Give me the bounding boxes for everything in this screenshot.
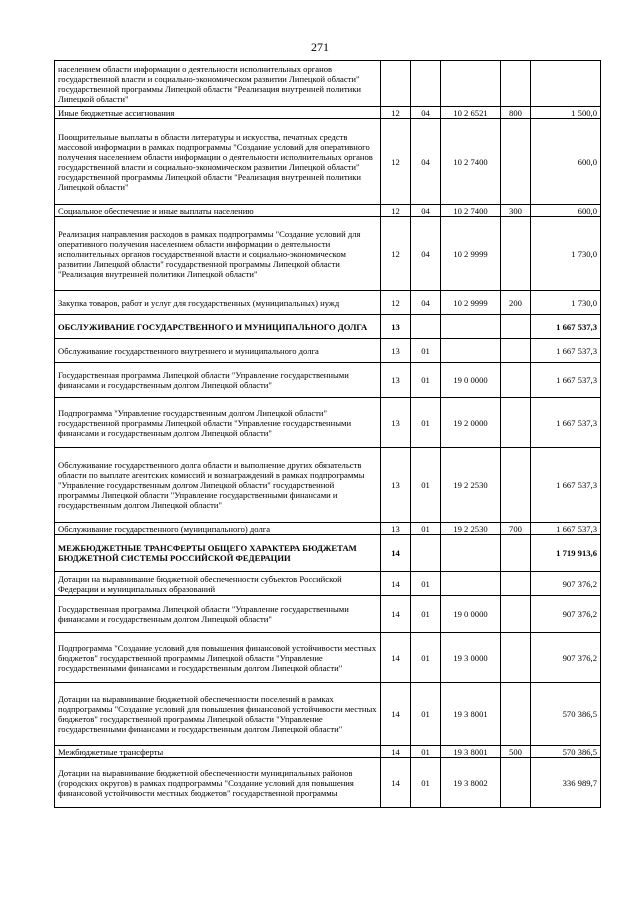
subsection-code-cell: 04 bbox=[411, 119, 441, 205]
table-row bbox=[55, 291, 601, 315]
amount-cell: 570 386,5 bbox=[531, 746, 601, 758]
target-article-cell: 19 3 8001 bbox=[441, 683, 501, 746]
subsection-code-cell bbox=[411, 61, 441, 107]
table-row bbox=[55, 119, 601, 205]
row-name-cell: Государственная программа Липецкой области "Управление государственными финансами и государственным долгом Липецкой области" bbox=[55, 363, 381, 398]
expense-type-cell bbox=[501, 217, 531, 291]
target-article-cell: 10 2 7400 bbox=[441, 205, 501, 217]
expense-type-cell bbox=[501, 61, 531, 107]
row-name-cell: Реализация направления расходов в рамках подпрограммы "Создание условий для оперативного получения населением области информации о деятельности исполнительных органов государственной власти и социально-экономическом развитии Липецкой области" государственной программы Липецкой области "Реализация внутренней политики Липецкой области" bbox=[55, 217, 381, 291]
subsection-code-cell: 04 bbox=[411, 107, 441, 119]
target-article-cell: 19 3 0000 bbox=[441, 633, 501, 683]
section-code-cell: 13 bbox=[381, 315, 411, 339]
amount-cell: 907 376,2 bbox=[531, 596, 601, 633]
row-name-cell: Поощрительные выплаты в области литературы и искусства, печатных средств массовой информации в рамках подпрограммы "Создание условий для оперативного получения населением области информации о деятельности исполнительных органов государственной власти и социально-экономическом развитии Липецкой области" государственной программы Липецкой области "Реализация внутренней политики Липецкой области" bbox=[55, 119, 381, 205]
expense-type-cell bbox=[501, 363, 531, 398]
row-name-cell: Социальное обеспечение и иные выплаты населению bbox=[55, 205, 381, 217]
target-article-cell: 10 2 9999 bbox=[441, 291, 501, 315]
row-name-cell: Обслуживание государственного внутреннего и муниципального долга bbox=[55, 339, 381, 363]
target-article-cell bbox=[441, 535, 501, 572]
row-name-cell: Дотации на выравнивание бюджетной обеспеченности поселений в рамках подпрограммы "Создание условий для повышения финансовой устойчивости местных бюджетов" государственной программы Липецкой области "Управление государственными финансами и государственным долгом Липецкой области" bbox=[55, 683, 381, 746]
section-code-cell: 13 bbox=[381, 398, 411, 448]
section-code-cell: 14 bbox=[381, 683, 411, 746]
row-name-cell: Обслуживание государственного (муниципального) долга bbox=[55, 523, 381, 535]
section-code-cell: 14 bbox=[381, 633, 411, 683]
row-name-cell: населением области информации о деятельности исполнительных органов государственной власти и социально-экономическом развитии Липецкой области" государственной программы Липецкой области "Реализация внутренней политики Липецкой области" bbox=[55, 61, 381, 107]
amount-cell: 907 376,2 bbox=[531, 572, 601, 596]
expense-type-cell bbox=[501, 315, 531, 339]
table-row bbox=[55, 596, 601, 633]
target-article-cell: 19 3 8001 bbox=[441, 746, 501, 758]
row-name-cell: Закупка товаров, работ и услуг для государственных (муниципальных) нужд bbox=[55, 291, 381, 315]
amount-cell: 1 667 537,3 bbox=[531, 398, 601, 448]
amount-cell bbox=[531, 61, 601, 107]
expense-type-cell bbox=[501, 572, 531, 596]
target-article-cell: 19 3 8002 bbox=[441, 758, 501, 808]
target-article-cell bbox=[441, 61, 501, 107]
subsection-code-cell: 01 bbox=[411, 596, 441, 633]
expense-type-cell bbox=[501, 758, 531, 808]
subsection-code-cell: 01 bbox=[411, 572, 441, 596]
expense-type-cell bbox=[501, 596, 531, 633]
expense-type-cell bbox=[501, 683, 531, 746]
expense-type-cell: 500 bbox=[501, 746, 531, 758]
table-row bbox=[55, 107, 601, 119]
section-code-cell: 14 bbox=[381, 596, 411, 633]
amount-cell: 1 730,0 bbox=[531, 291, 601, 315]
row-name-cell: ОБСЛУЖИВАНИЕ ГОСУДАРСТВЕННОГО И МУНИЦИПАЛЬНОГО ДОЛГА bbox=[55, 315, 381, 339]
target-article-cell: 19 2 2530 bbox=[441, 448, 501, 523]
amount-cell: 1 667 537,3 bbox=[531, 448, 601, 523]
table-row bbox=[55, 217, 601, 291]
expense-type-cell bbox=[501, 633, 531, 683]
amount-cell: 907 376,2 bbox=[531, 633, 601, 683]
section-code-cell: 14 bbox=[381, 746, 411, 758]
table-row bbox=[55, 535, 601, 572]
subsection-code-cell: 01 bbox=[411, 746, 441, 758]
row-name-cell: Иные бюджетные ассигнования bbox=[55, 107, 381, 119]
table-body bbox=[55, 61, 601, 808]
subsection-code-cell: 01 bbox=[411, 758, 441, 808]
target-article-cell: 19 0 0000 bbox=[441, 596, 501, 633]
subsection-code-cell: 04 bbox=[411, 205, 441, 217]
section-code-cell: 14 bbox=[381, 572, 411, 596]
subsection-code-cell: 01 bbox=[411, 633, 441, 683]
subsection-code-cell: 01 bbox=[411, 398, 441, 448]
amount-cell: 1 730,0 bbox=[531, 217, 601, 291]
amount-cell: 1 667 537,3 bbox=[531, 523, 601, 535]
table-row bbox=[55, 315, 601, 339]
target-article-cell: 10 2 6521 bbox=[441, 107, 501, 119]
table-row bbox=[55, 572, 601, 596]
amount-cell: 570 386,5 bbox=[531, 683, 601, 746]
target-article-cell bbox=[441, 572, 501, 596]
amount-cell: 336 989,7 bbox=[531, 758, 601, 808]
subsection-code-cell: 01 bbox=[411, 339, 441, 363]
target-article-cell: 10 2 7400 bbox=[441, 119, 501, 205]
section-code-cell bbox=[381, 61, 411, 107]
target-article-cell bbox=[441, 315, 501, 339]
section-code-cell: 13 bbox=[381, 339, 411, 363]
row-name-cell: Дотации на выравнивание бюджетной обеспеченности муниципальных районов (городских округов) в рамках подпрограммы "Создание условий для повышения финансовой устойчивости местных бюджетов" государственной программы bbox=[55, 758, 381, 808]
subsection-code-cell bbox=[411, 315, 441, 339]
amount-cell: 600,0 bbox=[531, 205, 601, 217]
table-row bbox=[55, 205, 601, 217]
row-name-cell: Подпрограмма "Управление государственным долгом Липецкой области" государственной программы Липецкой области "Управление государственными финансами и государственным долгом Липецкой области" bbox=[55, 398, 381, 448]
target-article-cell: 19 0 0000 bbox=[441, 363, 501, 398]
section-code-cell: 12 bbox=[381, 291, 411, 315]
subsection-code-cell: 01 bbox=[411, 523, 441, 535]
expense-type-cell bbox=[501, 535, 531, 572]
table-row bbox=[55, 633, 601, 683]
amount-cell: 1 667 537,3 bbox=[531, 339, 601, 363]
subsection-code-cell: 01 bbox=[411, 683, 441, 746]
section-code-cell: 14 bbox=[381, 758, 411, 808]
amount-cell: 1 719 913,6 bbox=[531, 535, 601, 572]
subsection-code-cell: 04 bbox=[411, 217, 441, 291]
row-name-cell: Межбюджетные трансферты bbox=[55, 746, 381, 758]
table-row bbox=[55, 339, 601, 363]
section-code-cell: 13 bbox=[381, 523, 411, 535]
section-code-cell: 14 bbox=[381, 535, 411, 572]
row-name-cell: Дотации на выравнивание бюджетной обеспеченности субъектов Российской Федерации и муниципальных образований bbox=[55, 572, 381, 596]
expense-type-cell: 800 bbox=[501, 107, 531, 119]
table-row bbox=[55, 758, 601, 808]
subsection-code-cell: 01 bbox=[411, 363, 441, 398]
section-code-cell: 13 bbox=[381, 363, 411, 398]
table-row bbox=[55, 61, 601, 107]
table-row bbox=[55, 523, 601, 535]
expense-type-cell bbox=[501, 448, 531, 523]
expense-type-cell: 700 bbox=[501, 523, 531, 535]
target-article-cell: 19 2 2530 bbox=[441, 523, 501, 535]
table-row bbox=[55, 448, 601, 523]
table-row bbox=[55, 683, 601, 746]
subsection-code-cell: 04 bbox=[411, 291, 441, 315]
budget-table bbox=[54, 60, 601, 808]
table-row bbox=[55, 363, 601, 398]
target-article-cell: 10 2 9999 bbox=[441, 217, 501, 291]
expense-type-cell bbox=[501, 398, 531, 448]
expense-type-cell bbox=[501, 119, 531, 205]
amount-cell: 1 667 537,3 bbox=[531, 315, 601, 339]
subsection-code-cell: 01 bbox=[411, 448, 441, 523]
expense-type-cell: 200 bbox=[501, 291, 531, 315]
section-code-cell: 12 bbox=[381, 217, 411, 291]
row-name-cell: Обслуживание государственного долга области и выполнение других обязательств области по выплате агентских комиссий и вознаграждений в рамках подпрограммы "Управление государственным долгом Липецкой области" государственной программы Липецкой области "Управление государственными финансами и государственным долгом Липецкой области" bbox=[55, 448, 381, 523]
section-code-cell: 12 bbox=[381, 119, 411, 205]
page-number: 271 bbox=[311, 40, 329, 54]
target-article-cell: 19 2 0000 bbox=[441, 398, 501, 448]
amount-cell: 1 500,0 bbox=[531, 107, 601, 119]
amount-cell: 600,0 bbox=[531, 119, 601, 205]
section-code-cell: 12 bbox=[381, 205, 411, 217]
row-name-cell: МЕЖБЮДЖЕТНЫЕ ТРАНСФЕРТЫ ОБЩЕГО ХАРАКТЕРА БЮДЖЕТАМ БЮДЖЕТНОЙ СИСТЕМЫ РОССИЙСКОЙ ФЕДЕРАЦИИ bbox=[55, 535, 381, 572]
section-code-cell: 13 bbox=[381, 448, 411, 523]
row-name-cell: Подпрограмма "Создание условий для повышения финансовой устойчивости местных бюджетов" государственной программы Липецкой области "Управление государственными финансами и государственным долгом Липецкой области" bbox=[55, 633, 381, 683]
row-name-cell: Государственная программа Липецкой области "Управление государственными финансами и государственным долгом Липецкой области" bbox=[55, 596, 381, 633]
expense-type-cell bbox=[501, 339, 531, 363]
subsection-code-cell bbox=[411, 535, 441, 572]
section-code-cell: 12 bbox=[381, 107, 411, 119]
table-row bbox=[55, 398, 601, 448]
amount-cell: 1 667 537,3 bbox=[531, 363, 601, 398]
table-row bbox=[55, 746, 601, 758]
target-article-cell bbox=[441, 339, 501, 363]
expense-type-cell: 300 bbox=[501, 205, 531, 217]
